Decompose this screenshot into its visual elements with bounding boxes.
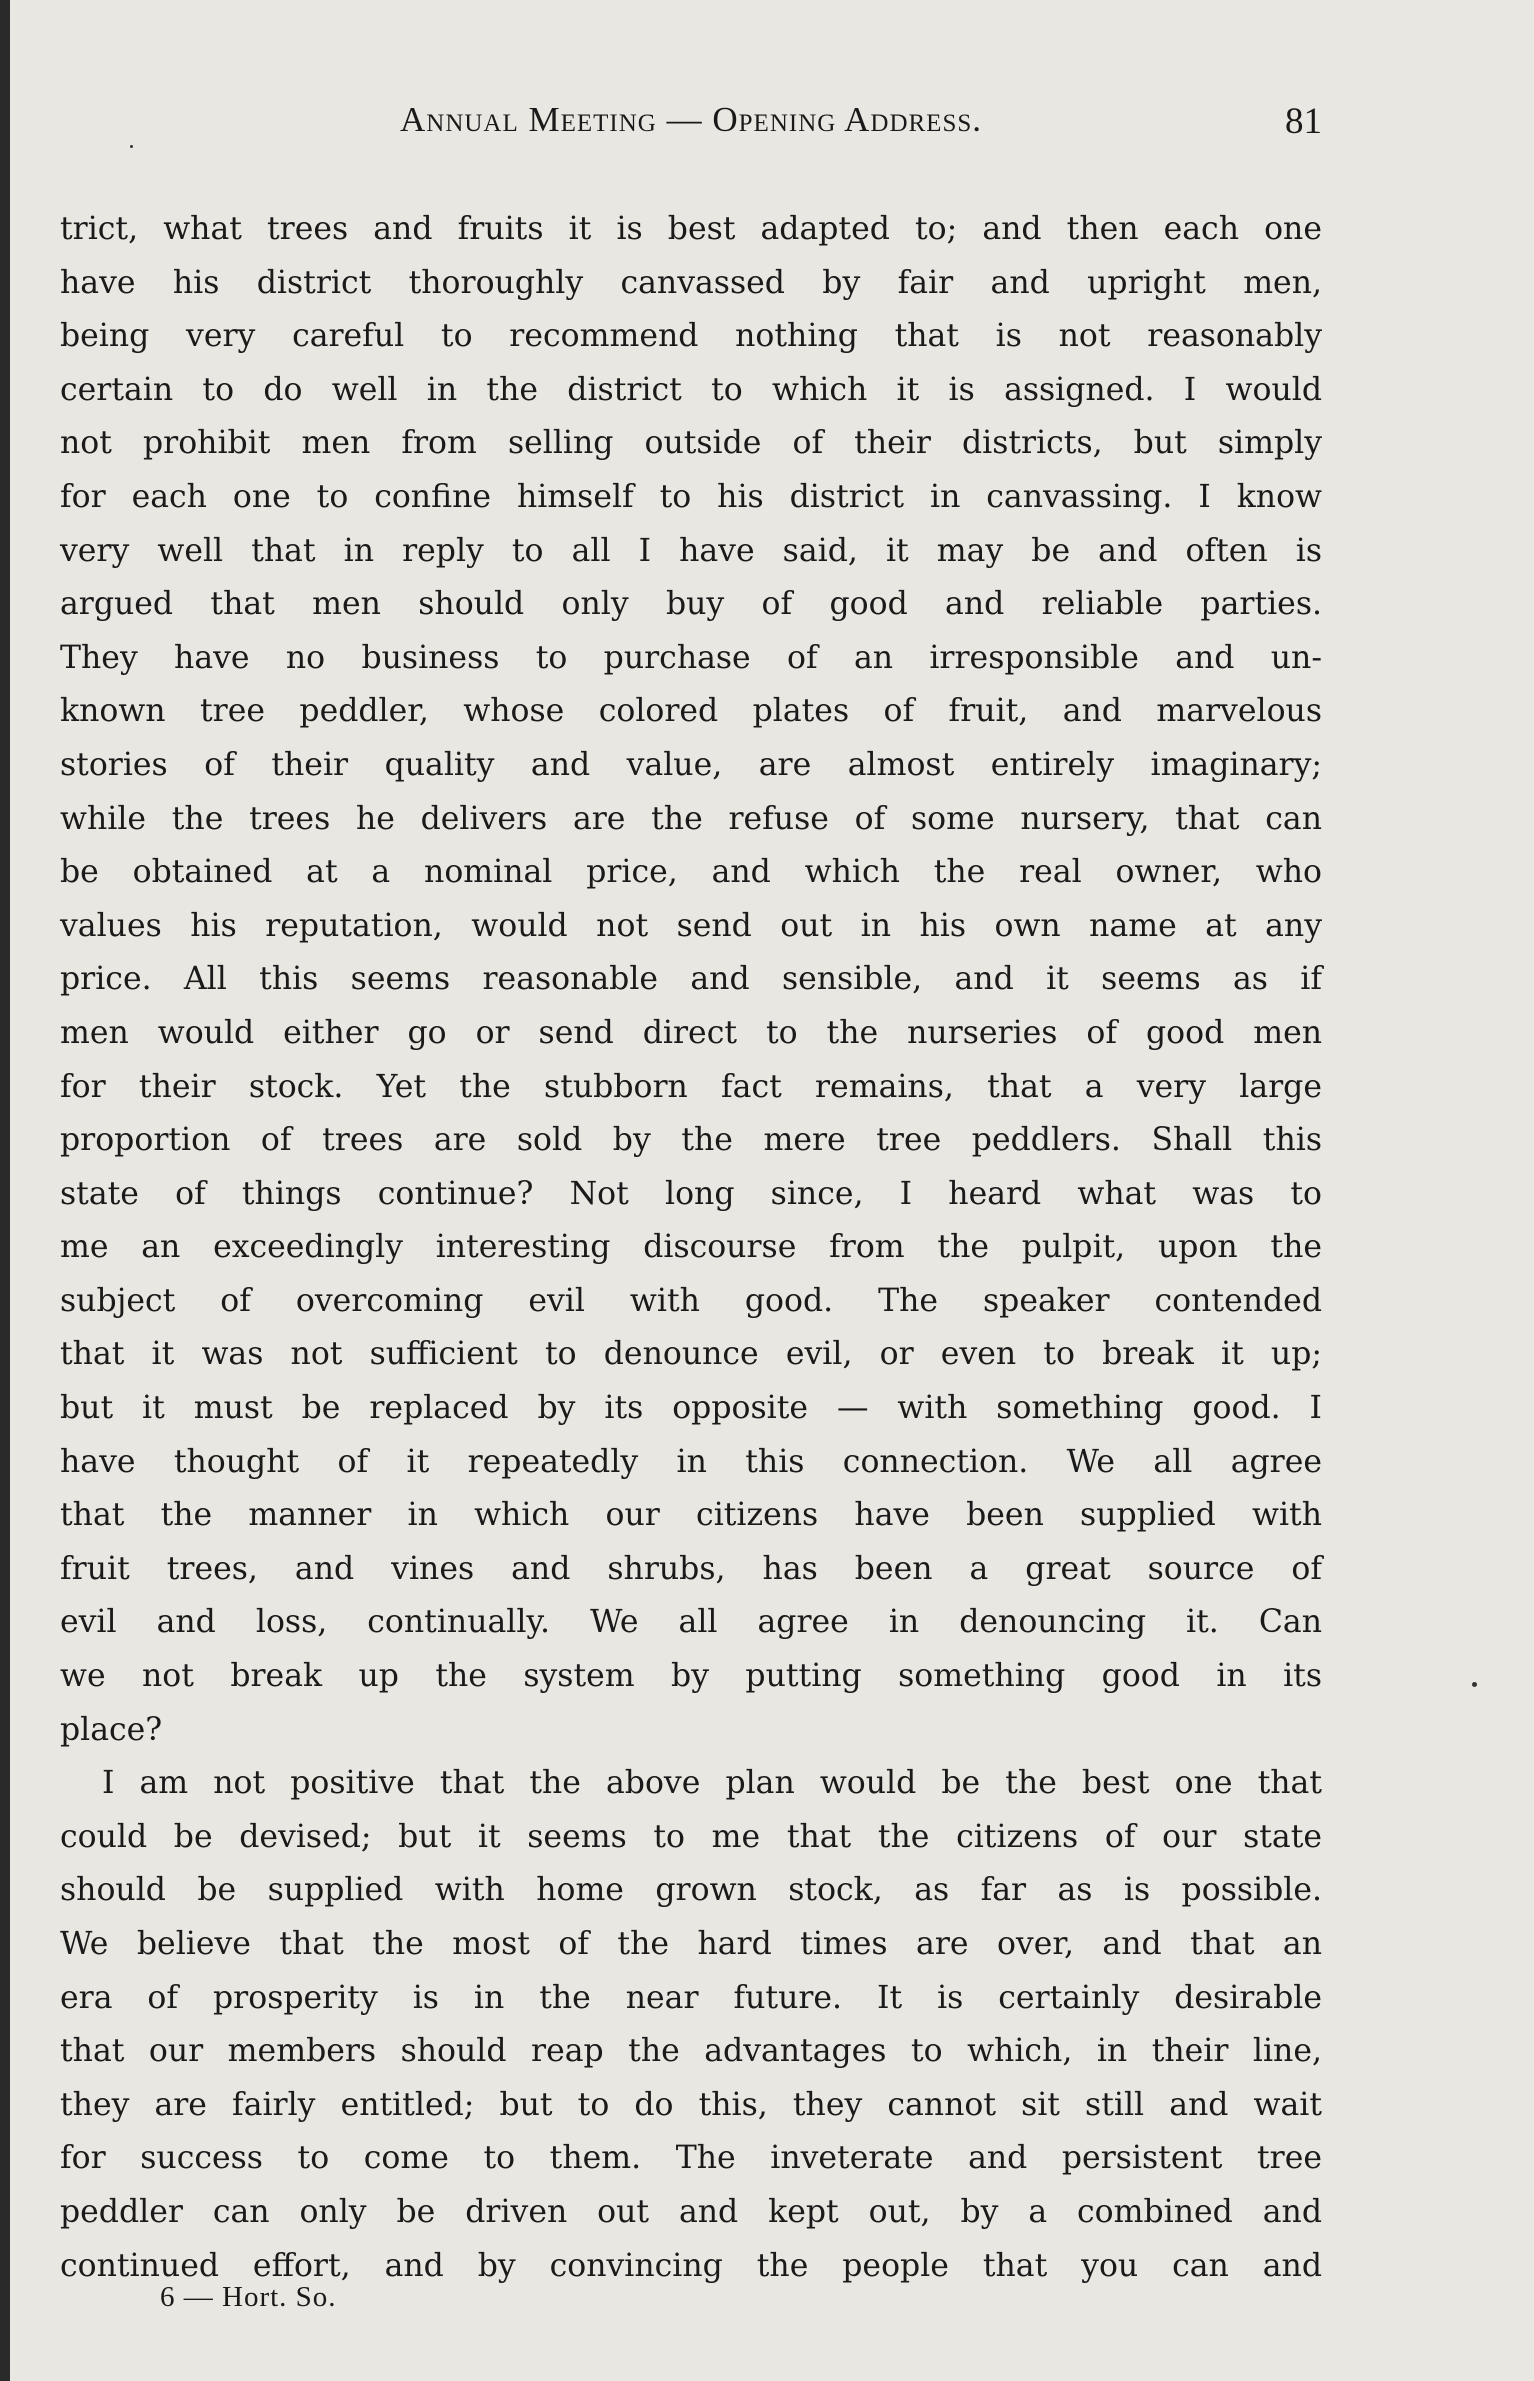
text-line: proportion of trees are sold by the mere tree peddlers. Shall this — [60, 1122, 1322, 1159]
text-line: known tree peddler, whose colored plates of fruit, and marvelous — [60, 693, 1322, 730]
text-line: subject of overcoming evil with good. The speaker contended — [60, 1282, 1322, 1319]
text-line: have his district thoroughly canvassed by fair and upright men, — [60, 264, 1322, 301]
text-line: could be devised; but it seems to me that the citizens of our state — [60, 1818, 1322, 1855]
text-line: I am not positive that the above plan would be the best one that — [102, 1765, 1322, 1802]
text-line: place? — [60, 1711, 163, 1748]
paragraph-2 — [60, 1757, 1322, 2293]
print-speck — [130, 145, 133, 148]
text-line: should be supplied with home grown stock, as far as is possible. — [60, 1872, 1322, 1909]
text-line: for their stock. Yet the stubborn fact remains, that a very large — [60, 1068, 1322, 1105]
text-line: We believe that the most of the hard times are over, and that an — [60, 1926, 1322, 1962]
text-line: being very careful to recommend nothing that is not reasonably — [60, 318, 1322, 355]
running-head — [60, 100, 1322, 150]
text-line: peddler can only be driven out and kept out, by a combined and — [60, 2193, 1322, 2230]
running-title: Annual Meeting — Opening Address. — [399, 100, 983, 139]
text-line: price. All this seems reasonable and sensible, and it seems as if — [60, 961, 1322, 998]
text-line: fruit trees, and vines and shrubs, has been a great source of — [60, 1550, 1322, 1587]
text-line: men would either go or send direct to the nurseries of good men — [60, 1014, 1322, 1051]
signature-mark: 6 — Hort. So. — [160, 2281, 337, 2313]
text-line: certain to do well in the district to which it is assigned. I would — [60, 371, 1322, 408]
text-line: be obtained at a nominal price, and which the real owner, who — [60, 854, 1322, 891]
print-speck — [1472, 1682, 1477, 1687]
text-line: argued that men should only buy of good and reliable parties. — [60, 586, 1322, 623]
text-line: very well that in reply to all I have said, it may be and often is — [60, 532, 1322, 569]
text-line: They have no business to purchase of an irresponsible and un- — [60, 639, 1322, 676]
text-line: while the trees he delivers are the refuse of some nursery, that can — [60, 800, 1322, 837]
paragraph-1 — [60, 203, 1322, 1757]
text-line: not prohibit men from selling outside of their districts, but simply — [60, 425, 1322, 462]
text-line: continued effort, and by convincing the people that you can and — [60, 2247, 1322, 2284]
text-line: have thought of it repeatedly in this connection. We all agree — [60, 1443, 1322, 1480]
text-line: that the manner in which our citizens have been supplied with — [60, 1497, 1322, 1534]
text-line: me an exceedingly interesting discourse from the pulpit, upon the — [60, 1229, 1322, 1266]
text-line: that our members should reap the advantages to which, in their line, — [60, 2033, 1322, 2070]
text-line: that it was not sufficient to denounce evil, or even to break it up; — [60, 1336, 1322, 1373]
text-line: stories of their quality and value, are almost entirely imaginary; — [60, 746, 1322, 783]
text-line: state of things continue? Not long since, I heard what was to — [60, 1175, 1322, 1212]
text-line: we not break up the system by putting something good in its — [60, 1658, 1322, 1695]
text-line: but it must be replaced by its opposite — with something good. I — [60, 1390, 1322, 1427]
binding-edge — [0, 0, 10, 2381]
text-line: trict, what trees and fruits it is best adapted to; and then each one — [60, 211, 1322, 247]
page-number: 81 — [1285, 101, 1322, 142]
text-line: evil and loss, continually. We all agree in denouncing it. Can — [60, 1604, 1322, 1641]
text-line: era of prosperity is in the near future. It is certainly desirable — [60, 1979, 1322, 2016]
text-line: for success to come to them. The inveterate and persistent tree — [60, 2140, 1322, 2177]
text-line: values his reputation, would not send out in his own name at any — [60, 907, 1322, 944]
body-text — [60, 203, 1322, 2293]
text-line: for each one to confine himself to his district in canvassing. I know — [60, 478, 1322, 515]
text-line: they are fairly entitled; but to do this, they cannot sit still and wait — [60, 2086, 1322, 2123]
